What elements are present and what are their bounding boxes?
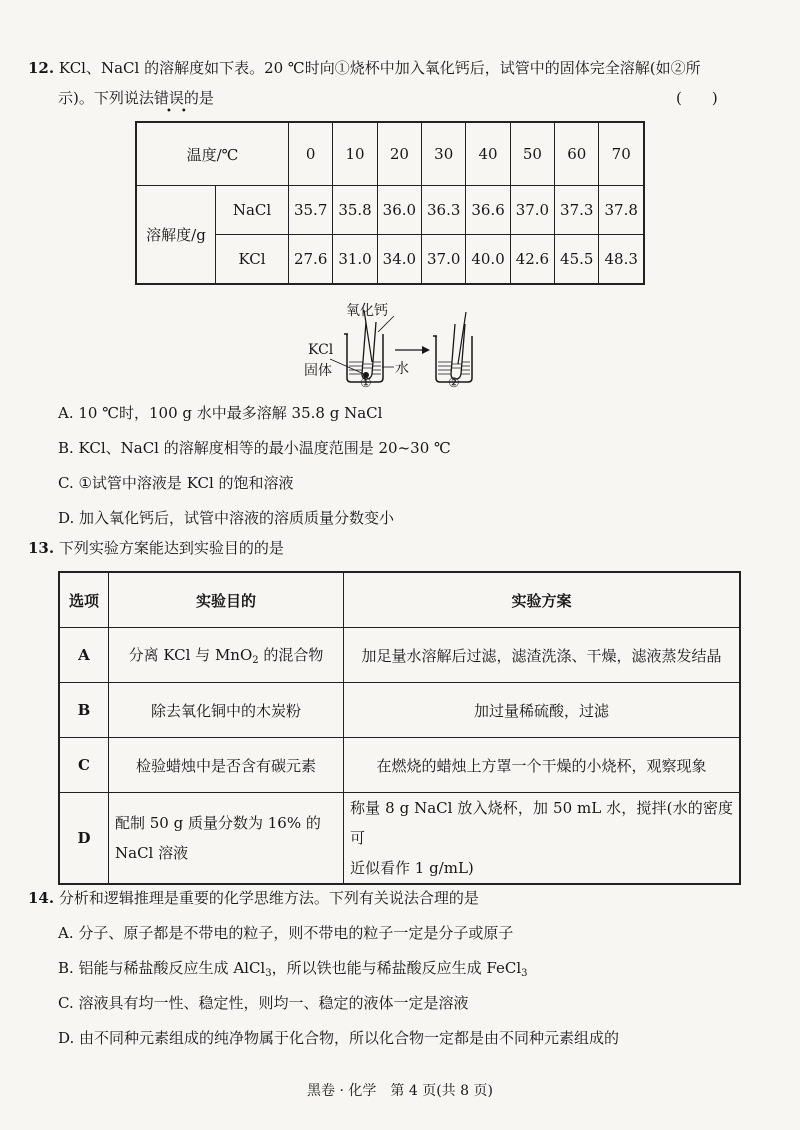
- q14-option-b-text-2: ，所以铁也能与稀盐酸反应生成 FeCl: [271, 959, 522, 977]
- aim-text: 分离 KCl 与 MnO: [128, 646, 253, 664]
- temp-cell: 50: [510, 122, 554, 186]
- label-beaker-2: ②: [448, 376, 460, 391]
- row-aim: [109, 793, 344, 885]
- q14-option-d: D. 由不同种元素组成的纯净物属于化合物，所以化合物一定都是由不同种元素组成的: [58, 1029, 620, 1047]
- label-kcl: KCl: [308, 342, 334, 358]
- row-aim: [109, 628, 344, 683]
- q14-stem-text: 分析和逻辑推理是重要的化学思维方法。下列有关说法合理的是: [58, 889, 479, 907]
- q12-option-c: C. ①试管中溶液是 KCl 的饱和溶液: [58, 474, 294, 492]
- temp-cell: 30: [422, 122, 466, 186]
- q14-option-b: [58, 958, 528, 984]
- experiment-table: [58, 571, 741, 885]
- label-beaker-1: ①: [360, 376, 372, 391]
- row-aim: 除去氧化铜中的木炭粉: [109, 683, 344, 738]
- label-cao: 氧化钙: [346, 303, 388, 319]
- row-option: C: [59, 738, 109, 793]
- aim-text-tail: 的混合物: [258, 646, 324, 664]
- value-cell: 45.5: [555, 235, 599, 285]
- beaker-figure: [300, 302, 500, 394]
- aim-line-1: 配制 50 g 质量分数为 16% 的: [115, 814, 321, 832]
- q13-stem-text: 下列实验方案能达到实验目的的是: [58, 539, 284, 557]
- plan-line-2: 近似看作 1 g/mL): [350, 859, 474, 877]
- temp-cell: 20: [377, 122, 421, 186]
- test-tube-1: [362, 322, 376, 379]
- temp-cell: 70: [599, 122, 644, 186]
- value-cell: 27.6: [289, 235, 333, 285]
- row-plan: [344, 793, 741, 885]
- q12-stem-line1: [28, 58, 701, 78]
- header-plan: 实验方案: [344, 572, 741, 628]
- q12-stem-text-2: 示)。下列说法错误的是: [58, 89, 214, 107]
- value-cell: 35.8: [333, 186, 377, 235]
- q12-option-b: B. KCl、NaCl 的溶解度相等的最小温度范围是 20~30 ℃: [58, 439, 451, 457]
- row-option: B: [59, 683, 109, 738]
- row-option: A: [59, 628, 109, 683]
- value-cell: 31.0: [333, 235, 377, 285]
- value-cell: 36.6: [466, 186, 510, 235]
- row-aim: 检验蜡烛中是否含有碳元素: [109, 738, 344, 793]
- row-option: D: [59, 793, 109, 885]
- q12-option-a: A. 10 ℃时，100 g 水中最多溶解 35.8 g NaCl: [58, 404, 383, 422]
- arrow-head: [422, 346, 430, 354]
- value-cell: 48.3: [599, 235, 644, 285]
- q12-number: 12.: [28, 59, 55, 77]
- value-cell: 34.0: [377, 235, 421, 285]
- emphasis-dots: ••: [166, 106, 196, 117]
- value-cell: 36.0: [377, 186, 421, 235]
- value-cell: 37.0: [422, 235, 466, 285]
- value-cell: 37.8: [599, 186, 644, 235]
- row-plan: 加足量水溶解后过滤，滤渣洗涤、干燥，滤液蒸发结晶: [344, 628, 741, 683]
- value-cell: 42.6: [510, 235, 554, 285]
- row-plan: 加过量稀硫酸，过滤: [344, 683, 741, 738]
- temp-cell: 60: [555, 122, 599, 186]
- subscript: 3: [521, 968, 528, 979]
- aim-line-2: NaCl 溶液: [115, 844, 189, 862]
- q14-option-b-text: B. 铝能与稀盐酸反应生成 AlCl: [58, 959, 266, 977]
- substance-name: KCl: [216, 235, 289, 285]
- temp-cell: 40: [466, 122, 510, 186]
- solubility-header: 溶解度/g: [136, 186, 216, 285]
- q14-stem: [28, 888, 479, 908]
- q13-number: 13.: [28, 539, 55, 557]
- q12-answer-paren: ( ): [676, 89, 718, 107]
- subscript: 3: [265, 968, 272, 979]
- label-water: 水: [395, 361, 409, 377]
- value-cell: 35.7: [289, 186, 333, 235]
- q14-option-a: A. 分子、原子都是不带电的粒子，则不带电的粒子一定是分子或原子: [58, 924, 514, 942]
- value-cell: 37.3: [555, 186, 599, 235]
- q14-number: 14.: [28, 889, 55, 907]
- q12-stem-text-1: KCl、NaCl 的溶解度如下表。20 ℃时向①烧杯中加入氧化钙后，试管中的固体完全溶解(如②所: [58, 59, 701, 77]
- temp-cell: 0: [289, 122, 333, 186]
- header-aim: 实验目的: [109, 572, 344, 628]
- temp-header: 温度/℃: [136, 122, 289, 186]
- q12-option-d: D. 加入氧化钙后，试管中溶液的溶质质量分数变小: [58, 509, 395, 527]
- plan-line-1: 称量 8 g NaCl 放入烧杯，加 50 mL 水，搅拌(水的密度可: [350, 799, 733, 847]
- substance-name: NaCl: [216, 186, 289, 235]
- label-solid: 固体: [304, 363, 332, 379]
- temp-cell: 10: [333, 122, 377, 186]
- value-cell: 40.0: [466, 235, 510, 285]
- header-option: 选项: [59, 572, 109, 628]
- aim-subscript: 2: [252, 655, 259, 666]
- page-footer: 黑卷 · 化学 第 4 页(共 8 页): [307, 1083, 493, 1099]
- value-cell: 37.0: [510, 186, 554, 235]
- q12-stem-line2: [58, 88, 214, 108]
- row-plan: 在燃烧的蜡烛上方罩一个干燥的小烧杯，观察现象: [344, 738, 741, 793]
- value-cell: 36.3: [422, 186, 466, 235]
- q14-option-c: C. 溶液具有均一性、稳定性，则均一、稳定的液体一定是溶液: [58, 994, 469, 1012]
- solubility-table: [135, 121, 645, 285]
- q13-stem: [28, 538, 284, 558]
